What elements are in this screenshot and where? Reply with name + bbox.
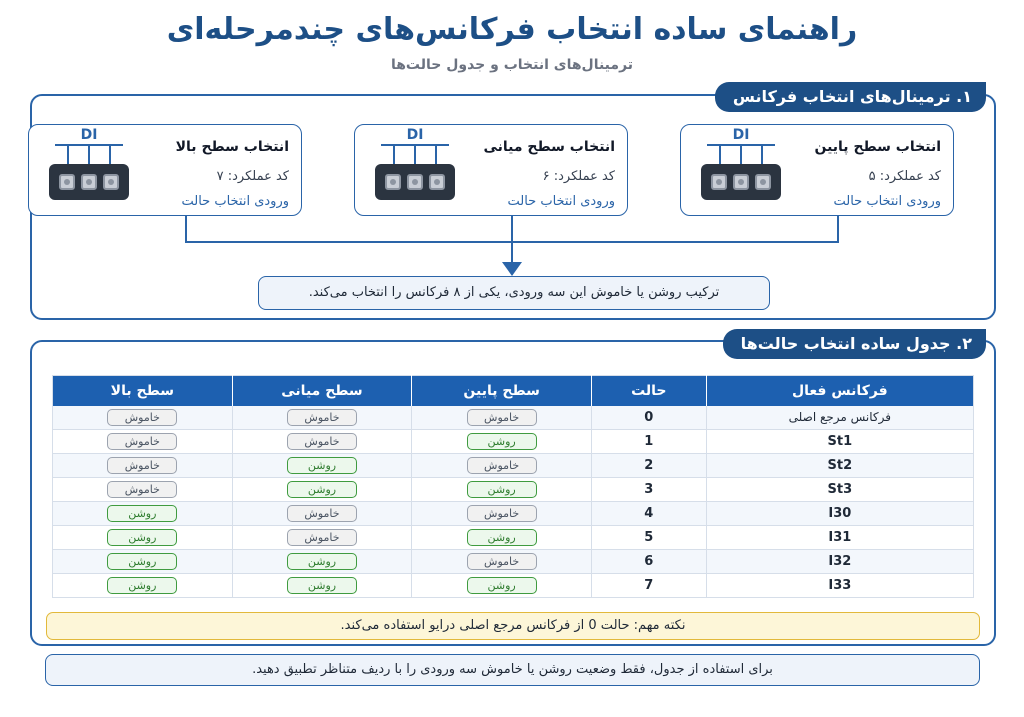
off-badge: خاموش [467,457,537,474]
table-row [53,478,974,502]
cell-high [53,574,233,598]
cell-low [412,526,592,550]
table-row [53,430,974,454]
cell-high [53,406,233,430]
col-header-high: سطح بالا [53,376,233,406]
cell-mid [232,550,412,574]
cell-low [412,454,592,478]
cell-frequency: I32 [706,550,973,574]
cell-mid [232,502,412,526]
cell-state: 3 [591,478,706,502]
important-note: نکته مهم: حالت 0 از فرکانس مرجع اصلی درایو استفاده می‌کند. [46,612,980,640]
off-badge: خاموش [287,409,357,426]
cell-mid [232,574,412,598]
on-badge: روشن [107,505,177,522]
off-badge: خاموش [107,457,177,474]
cell-low [412,478,592,502]
combination-summary: ترکیب روشن یا خاموش این سه ورودی، یکی از ۸ فرکانس را انتخاب می‌کند. [258,276,770,310]
on-badge: روشن [287,481,357,498]
card-title: انتخاب سطح پایین [814,139,941,155]
cell-mid [232,478,412,502]
cell-state: 7 [591,574,706,598]
table-body [53,406,974,598]
cell-frequency: I30 [706,502,973,526]
off-badge: خاموش [467,409,537,426]
card-input-label: ورودی انتخاب حالت [181,194,289,209]
card-input-label: ورودی انتخاب حالت [507,194,615,209]
cell-mid [232,406,412,430]
cell-high [53,502,233,526]
cell-frequency: St1 [706,430,973,454]
table-row [53,526,974,550]
cell-state: 1 [591,430,706,454]
col-header-mid: سطح میانی [232,376,412,406]
off-badge: خاموش [107,433,177,450]
on-badge: روشن [287,457,357,474]
col-header-frequency: فرکانس فعال [706,376,973,406]
states-table [52,375,974,598]
card-title: انتخاب سطح میانی [483,139,615,155]
card-function-code: کد عملکرد: ۵ [868,169,941,184]
table-row [53,502,974,526]
page-title: راهنمای ساده انتخاب فرکانس‌های چندمرحله‌ای [166,12,858,47]
states-section-header: ۲. جدول ساده انتخاب حالت‌ها [723,329,986,359]
cell-state: 4 [591,502,706,526]
on-badge: روشن [467,577,537,594]
cell-mid [232,454,412,478]
usage-footer: برای استفاده از جدول، فقط وضعیت روشن یا خاموش سه ورودی را با ردیف متناظر تطبیق دهید. [45,654,980,686]
cell-frequency: St2 [706,454,973,478]
on-badge: روشن [107,577,177,594]
off-badge: خاموش [467,553,537,570]
cell-high [53,430,233,454]
page-subtitle: ترمینال‌های انتخاب و جدول حالت‌ها [390,57,634,73]
terminal-di-label: DI [80,127,98,143]
on-badge: روشن [467,481,537,498]
off-badge: خاموش [467,505,537,522]
card-input-label: ورودی انتخاب حالت [833,194,941,209]
cell-frequency: St3 [706,478,973,502]
cell-high [53,454,233,478]
table-row [53,550,974,574]
table-row [53,454,974,478]
card-title: انتخاب سطح بالا [175,139,289,155]
down-arrow-icon [502,262,522,276]
table-row [53,406,974,430]
cell-frequency: I33 [706,574,973,598]
cell-low [412,406,592,430]
table-header-row [53,376,974,406]
cell-high [53,526,233,550]
on-badge: روشن [467,433,537,450]
on-badge: روشن [467,529,537,546]
on-badge: روشن [287,553,357,570]
off-badge: خاموش [107,409,177,426]
cell-low [412,430,592,454]
cell-high [53,478,233,502]
terminals-section [30,87,996,320]
col-header-low: سطح پایین [412,376,592,406]
card-function-code: کد عملکرد: ۶ [542,169,615,184]
states-section [30,334,996,646]
cell-mid [232,526,412,550]
off-badge: خاموش [287,529,357,546]
off-badge: خاموش [287,433,357,450]
terminals-section-header: ۱. ترمینال‌های انتخاب فرکانس [715,82,986,112]
terminal-di-label: DI [406,127,424,143]
on-badge: روشن [107,553,177,570]
cell-low [412,502,592,526]
cell-low [412,574,592,598]
terminal-di-label: DI [732,127,750,143]
on-badge: روشن [107,529,177,546]
cell-state: 5 [591,526,706,550]
cell-mid [232,430,412,454]
on-badge: روشن [287,577,357,594]
cell-state: 0 [591,406,706,430]
table-row [53,574,974,598]
cell-frequency: فرکانس مرجع اصلی [706,406,973,430]
cell-state: 2 [591,454,706,478]
card-function-code: کد عملکرد: ۷ [216,169,289,184]
cell-high [53,550,233,574]
cell-frequency: I31 [706,526,973,550]
cell-low [412,550,592,574]
off-badge: خاموش [107,481,177,498]
off-badge: خاموش [287,505,357,522]
col-header-state: حالت [591,376,706,406]
cell-state: 6 [591,550,706,574]
